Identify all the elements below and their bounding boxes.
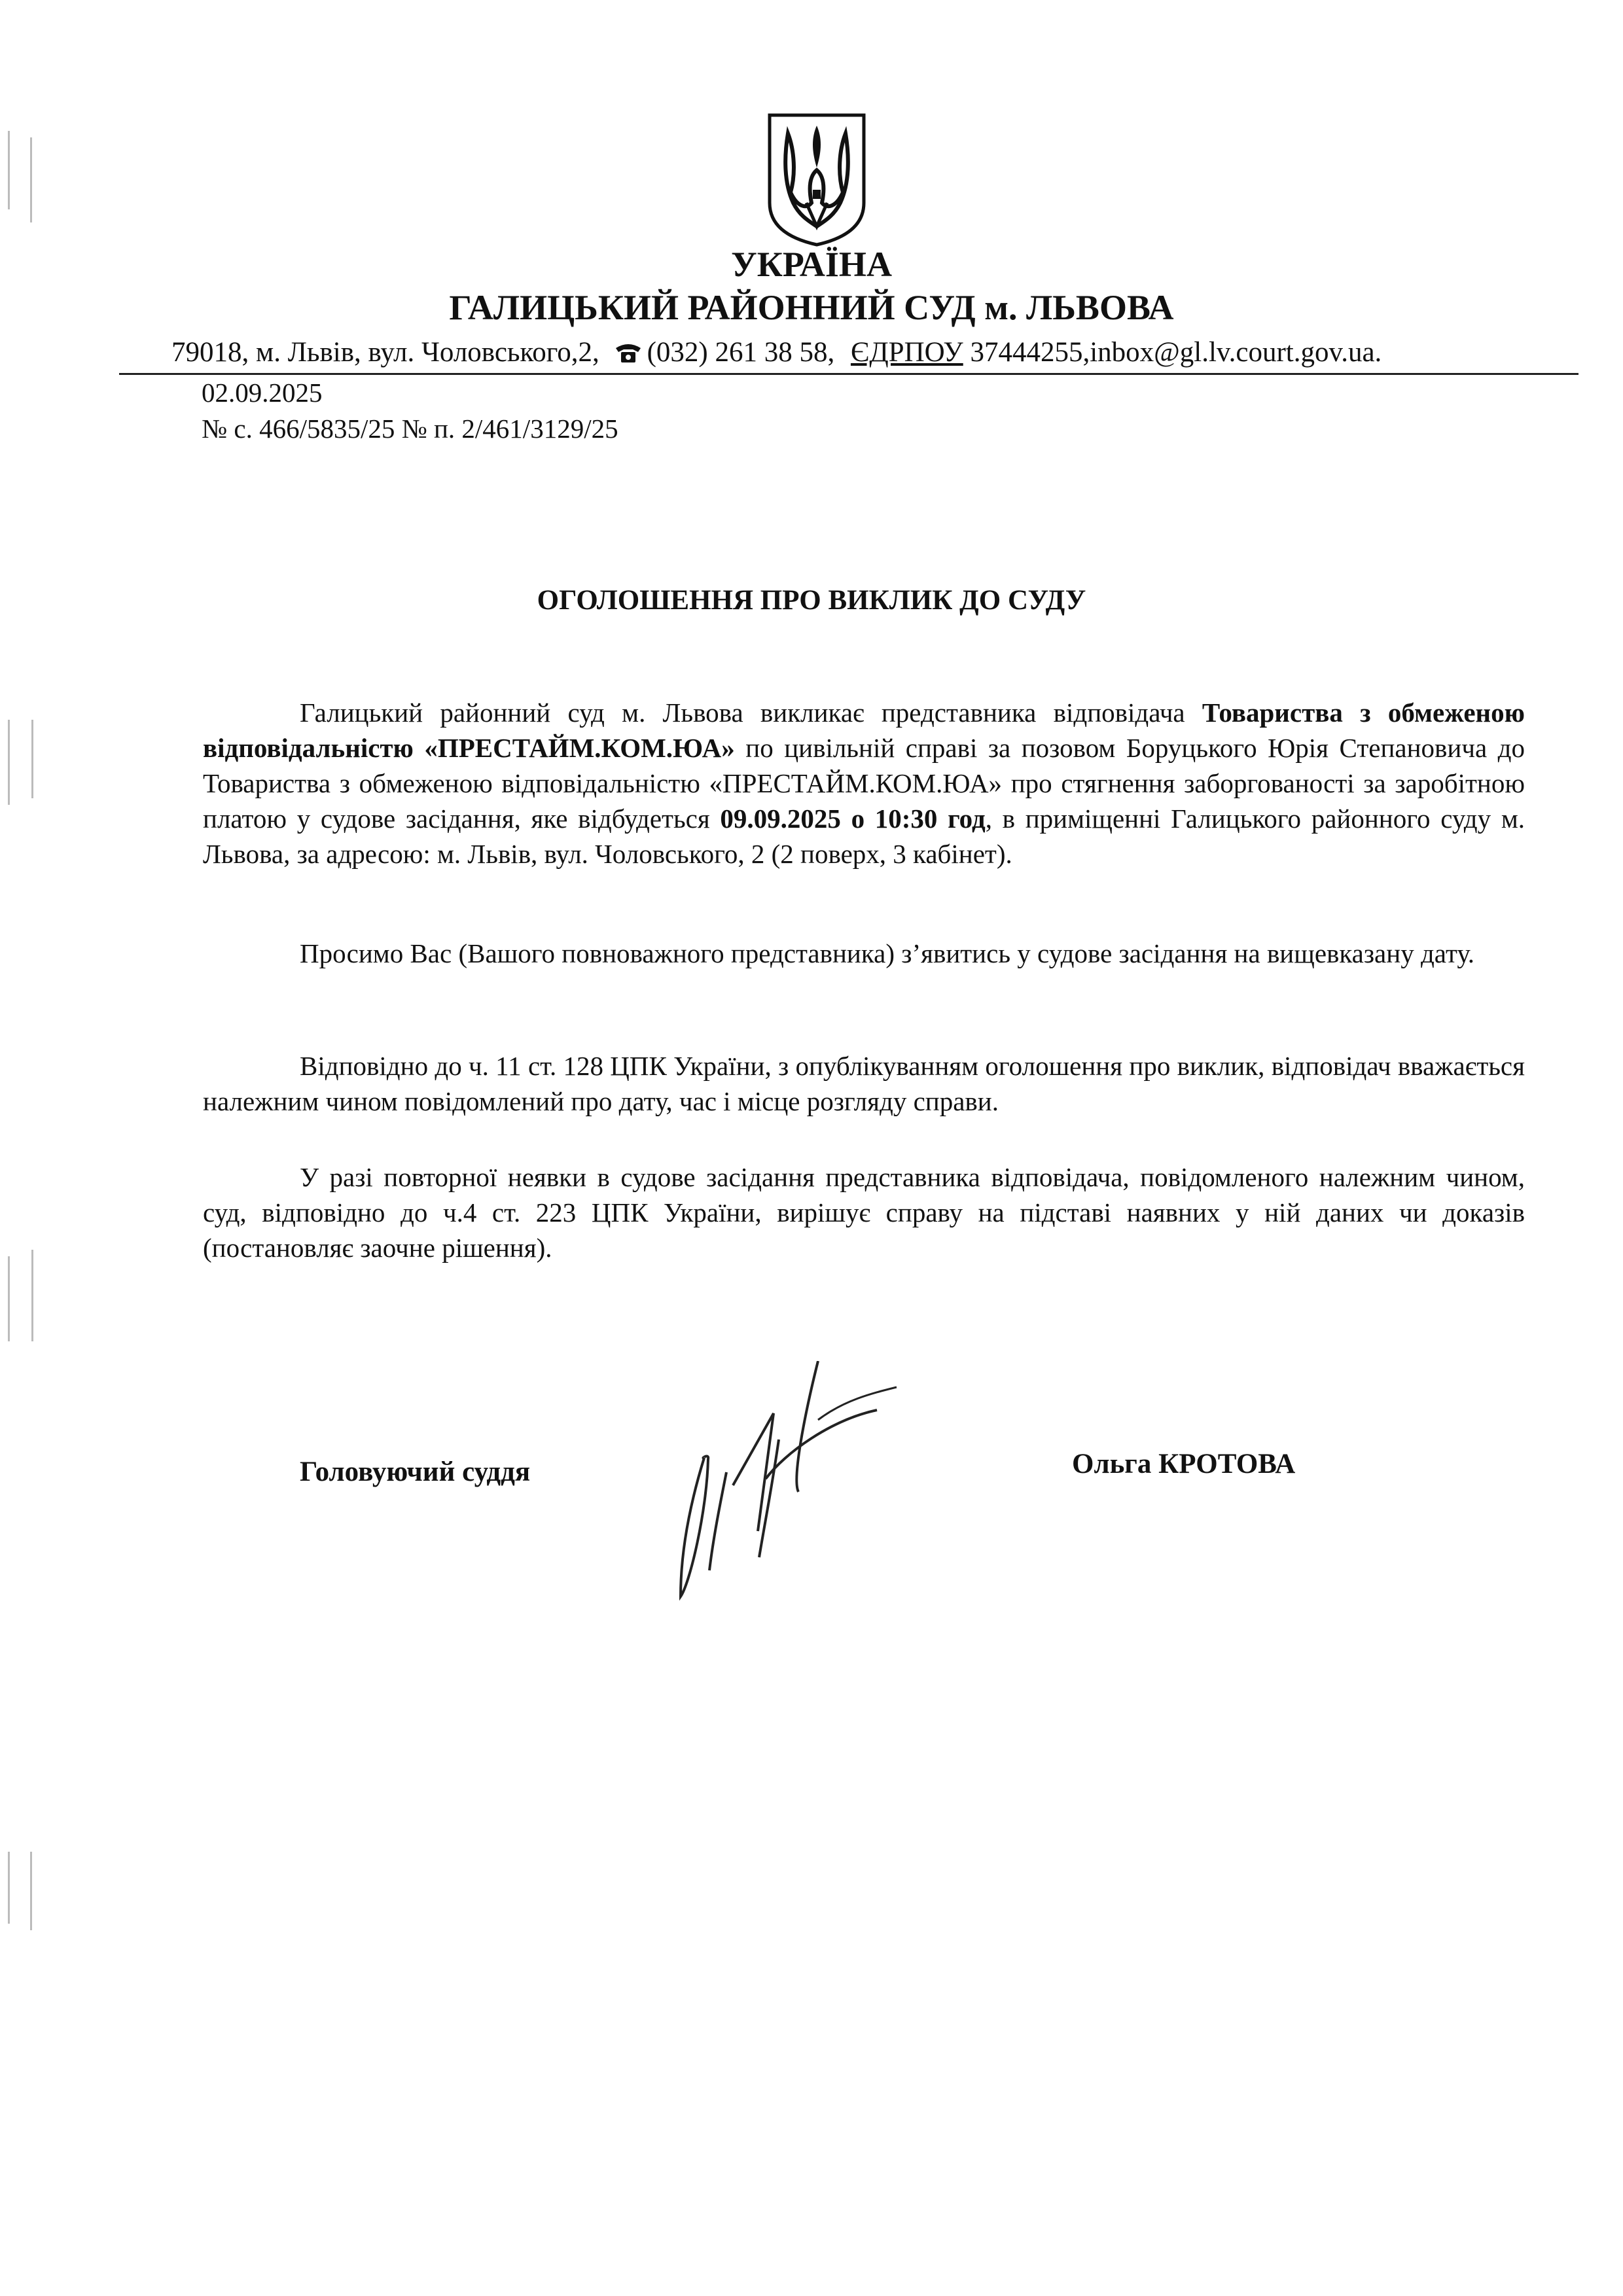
court-name-heading: ГАЛИЦЬКИЙ РАЙОННИЙ СУД м. ЛЬВОВА bbox=[449, 288, 1174, 327]
scan-artifact bbox=[8, 1256, 10, 1341]
document-date: 02.09.2025 bbox=[202, 378, 323, 408]
scan-artifact bbox=[30, 1852, 32, 1930]
p1-text-cont: по цивільній справі за позовом Боруцького Юрія Степановича до Товариства з обмеженою відповідальністю «ПРЕСТАЙМ.КОМ.ЮА» про стягнення заборгованості за заробітною платою у судове засідання, яке відбудеться bbox=[203, 733, 1525, 834]
case-number: № с. 466/5835/25 № п. 2/461/3129/25 bbox=[202, 414, 618, 444]
scan-artifact bbox=[8, 1852, 10, 1924]
telephone-icon bbox=[613, 342, 643, 364]
edrpou-label: ЄДРПОУ bbox=[850, 337, 963, 368]
defendant-name: Товариства з обмеженою відповідальністю «ПРЕСТАЙМ.КОМ.ЮА» bbox=[203, 698, 1525, 763]
court-address: 79018, м. Львів, вул. Чоловського,2, bbox=[171, 337, 599, 368]
header-divider bbox=[119, 373, 1578, 375]
scan-artifact bbox=[31, 1250, 33, 1341]
contact-line bbox=[171, 335, 1572, 370]
p1-text: Галицький районний суд м. Львова викликає представника відповідача bbox=[300, 698, 1202, 728]
country-heading: УКРАЇНА bbox=[731, 245, 892, 284]
scan-artifact bbox=[8, 720, 10, 805]
edrpou-and-email[interactable]: 37444255,inbox@gl.lv.court.gov.ua. bbox=[970, 337, 1382, 368]
document-title: ОГОЛОШЕННЯ ПРО ВИКЛИК ДО СУДУ bbox=[537, 585, 1086, 616]
p1-text-end: , в приміщенні Галицького районного суду м. Львова, за адресою: м. Львів, вул. Чоловського, 2 (2 поверх, 3 кабінет). bbox=[203, 804, 1525, 869]
request-paragraph: Просимо Вас (Вашого повноважного представника) з’явитись у судове засідання на вищевказану дату. bbox=[300, 938, 1474, 968]
tryzub-emblem-icon bbox=[764, 111, 869, 247]
default-judgment-paragraph: У разі повторної неявки в судове засідання представника відповідача, повідомленого належним чином, суд, відповідно до ч.4 ст. 223 ЦПК України, вирішує справу на підставі наявних у ній даних чи доказів (постановляє заочне рішення). bbox=[203, 1162, 1525, 1263]
legal-notice-paragraph: Відповідно до ч. 11 ст. 128 ЦПК України, з опублікуванням оголошення про виклик, відповідач вважається належним чином повідомлений про дату, час і місце розгляду справи. bbox=[203, 1051, 1525, 1116]
scan-artifact bbox=[8, 131, 10, 209]
scan-artifact bbox=[31, 720, 33, 798]
scan-artifact bbox=[30, 137, 32, 222]
judge-role-label: Головуючий суддя bbox=[300, 1457, 531, 1487]
court-phone: (032) 261 38 58, bbox=[647, 337, 835, 368]
summons-paragraph bbox=[203, 695, 1525, 872]
signature-icon bbox=[661, 1361, 988, 1610]
hearing-datetime: 09.09.2025 о 10:30 год bbox=[720, 804, 986, 834]
judge-name: Ольга КРОТОВА bbox=[1072, 1449, 1296, 1479]
